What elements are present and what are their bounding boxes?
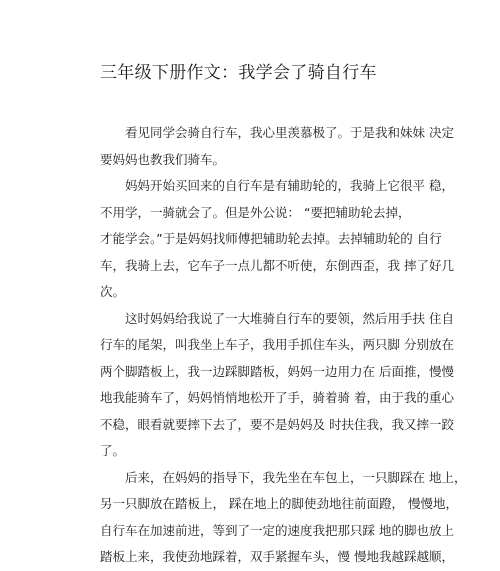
text-line: 车，我骑上去，它车子一点儿都不听使，东倒西歪，我 摔了好几 — [100, 257, 454, 273]
text-line: 后来，在妈妈的指导下，我先坐在车包上，一只脚踩在 地上， — [125, 469, 467, 485]
text-line: 自行车在加速前进，等到了一定的速度我把那只踩 地的脚也放上 — [100, 522, 454, 538]
text-line: 踏板上来，我使劲地踩着，双手紧握车头，慢 慢地我越踩越顺， — [100, 549, 454, 564]
text-line: 这时妈妈给我说了一大堆骑自行车的要领，然后用手扶 住自 — [125, 310, 454, 326]
text-line: 次。 — [100, 284, 126, 299]
text-line: 要妈妈也教我们骑车。 — [100, 151, 226, 167]
text-line: 了。 — [100, 443, 126, 458]
text-line: 看见同学会骑自行车，我心里羡慕极了。于是我和妹妹 决定 — [125, 125, 454, 140]
essay-body — [100, 120, 467, 571]
text-line: 地我能骑车了，妈妈悄悄地松开了手，骑着骑 着，由于我的重心 — [100, 390, 454, 405]
text-line: 另一只脚放在踏板上， 踩在地上的脚使劲地往前面蹬， 慢慢地， — [100, 496, 458, 511]
text-line: 行车的尾架，叫我坐上车子，我用手抓住车头，两只脚 分别放在 — [100, 337, 454, 352]
text-line: 两个脚踏板上，我一边踩脚踏板，妈妈一边用力在 后面推，慢慢 — [100, 363, 454, 379]
text-line: 不稳，眼看就要摔下去了，要不是妈妈及 时扶住我，我又摔一跤 — [100, 416, 454, 432]
text-line: 妈妈开始买回来的自行车是有辅助轮的，我骑上它很平 稳， — [125, 178, 454, 193]
essay-title: 三年级下册作文：我学会了骑自行车 — [100, 63, 377, 83]
text-line: 才能学会。”于是妈妈找师傅把辅助轮去掉。去掉辅助轮的 自行 — [100, 231, 442, 246]
paragraph-1 — [100, 120, 454, 173]
paragraph-3 — [100, 306, 454, 465]
paragraph-2 — [100, 173, 454, 306]
text-line: 不用学，一骑就会了。但是外公说： “要把辅助轮去掉， — [100, 204, 411, 220]
paragraph-4 — [100, 465, 467, 571]
